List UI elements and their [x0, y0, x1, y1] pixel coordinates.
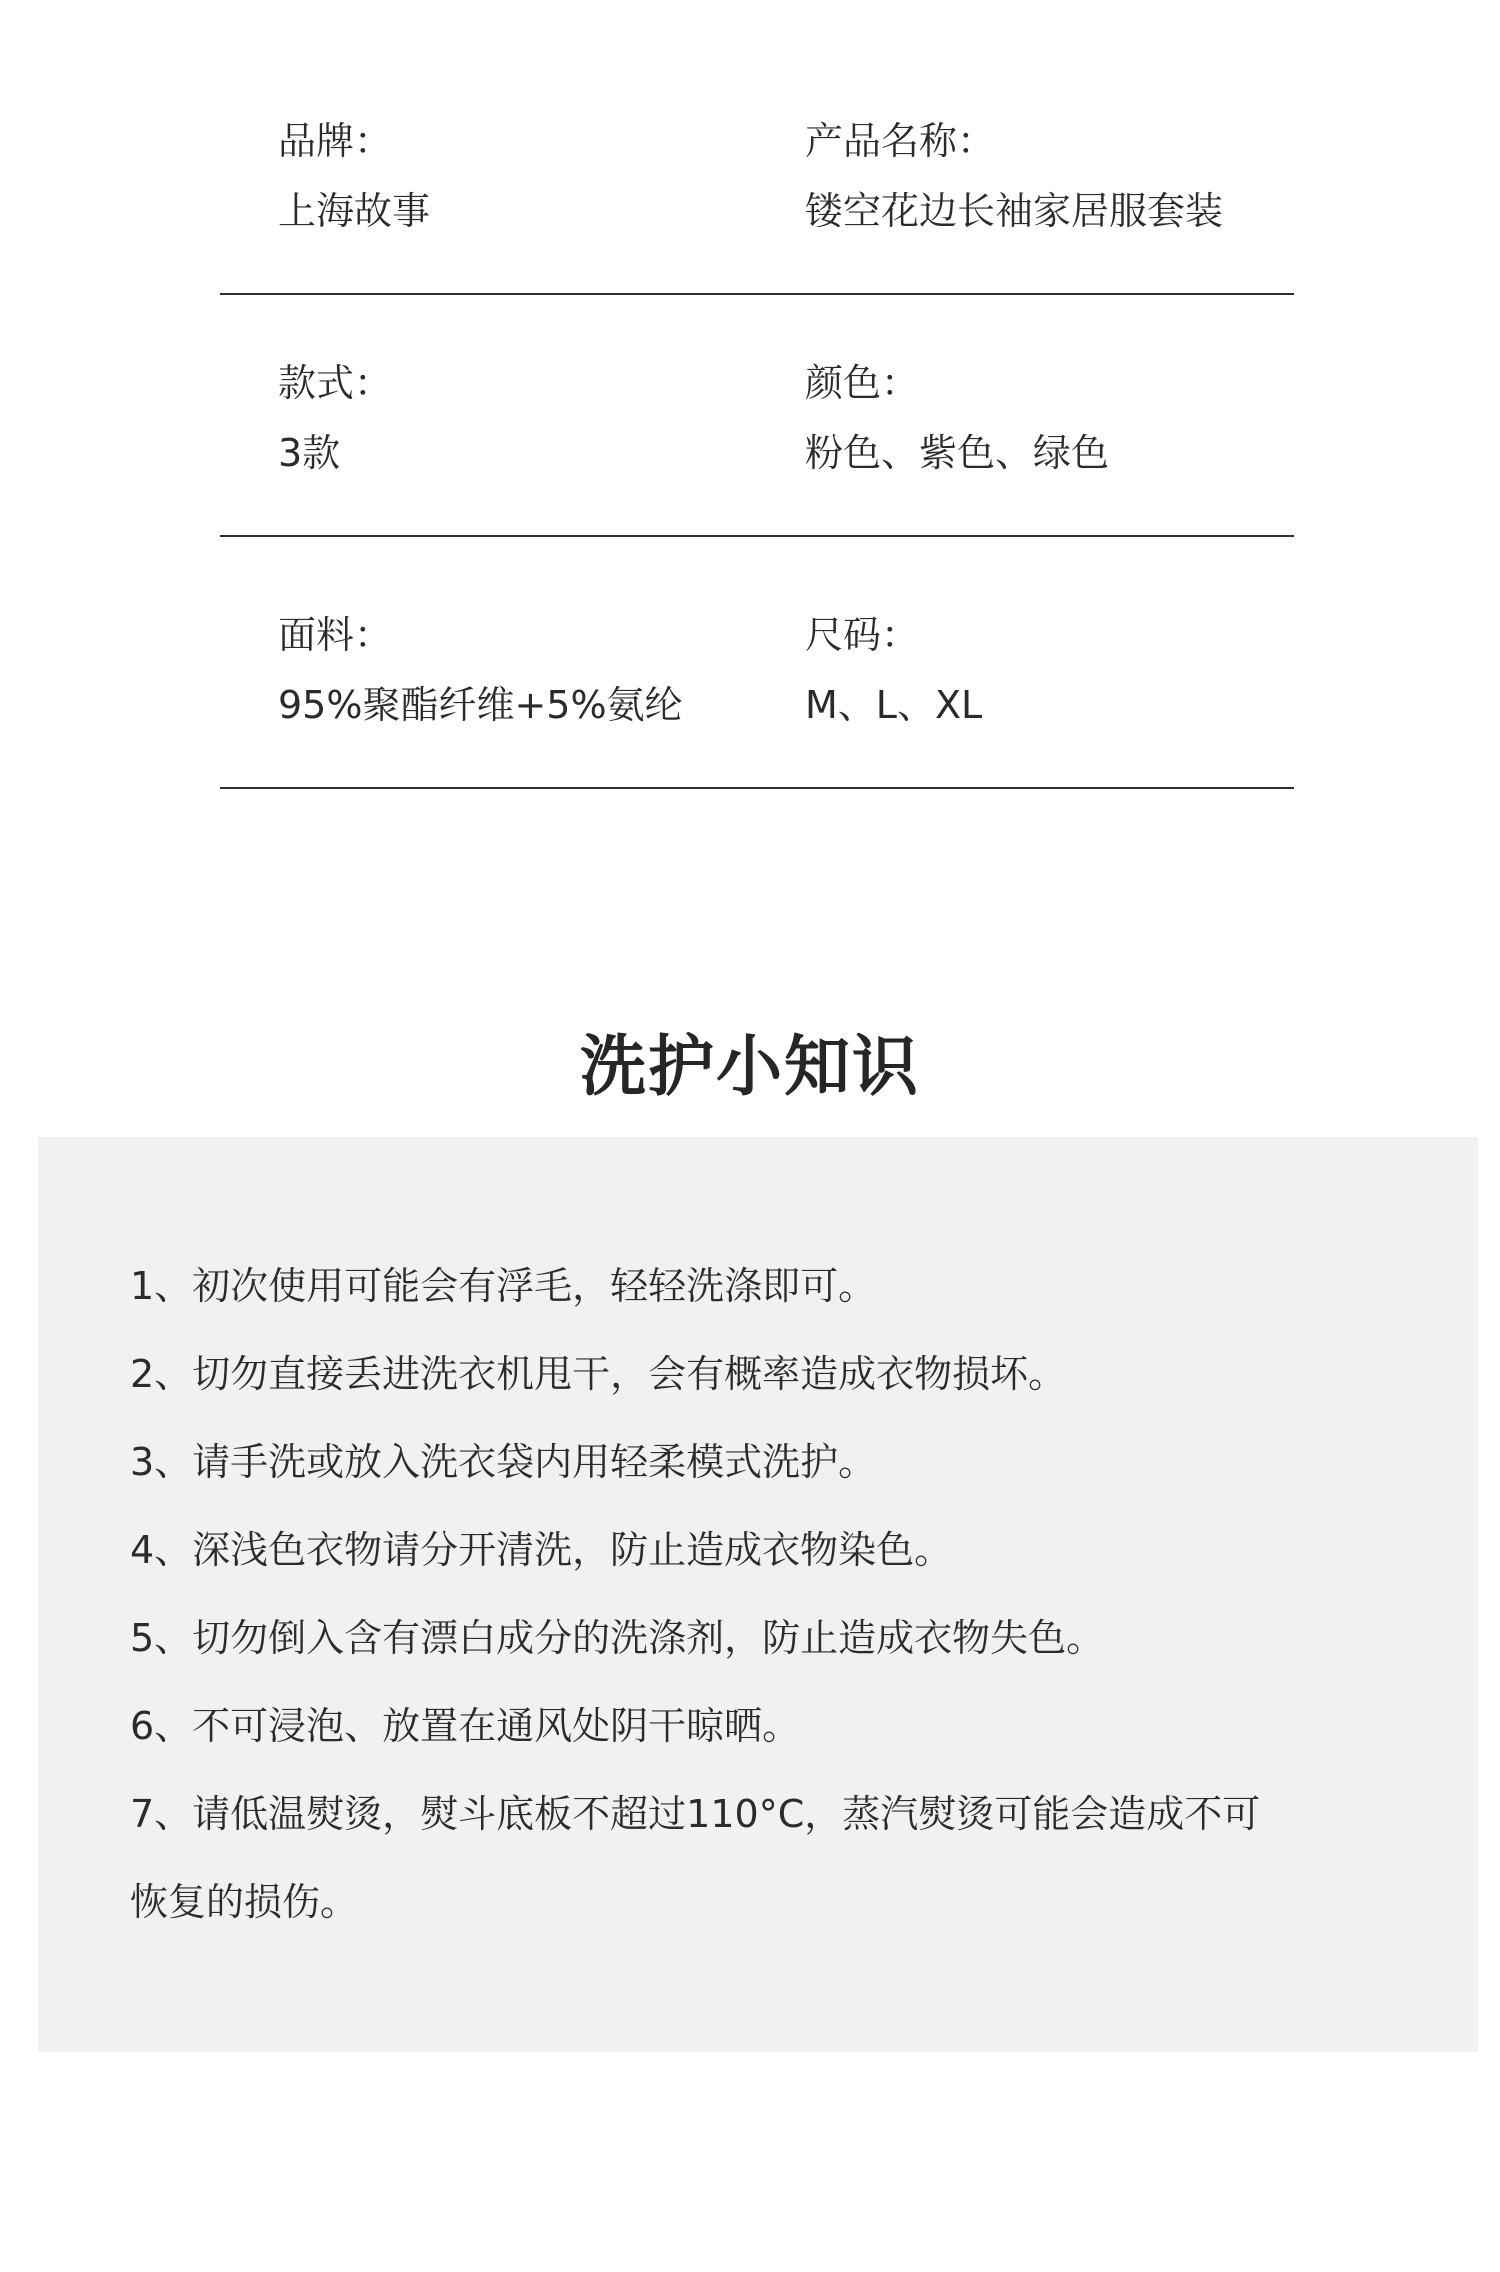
spec-color [805, 360, 1109, 476]
spec-brand-value: 上海故事 [278, 189, 431, 233]
spec-style-value: 3款 [278, 431, 341, 475]
care-tips-panel [38, 1137, 1478, 2052]
spec-fabric-label: 面料： [278, 613, 393, 657]
care-tip-item: 3、请手洗或放入洗衣袋内用轻柔模式洗护。 [130, 1440, 877, 1484]
spec-style [278, 360, 392, 476]
spec-color-value: 粉色、紫色、绿色 [805, 431, 1110, 475]
spec-size-label: 尺码： [805, 613, 920, 657]
care-tip-item: 6、不可浸泡、放置在通风处阴干晾晒。 [130, 1704, 801, 1748]
spec-brand [278, 118, 430, 234]
care-tips-title: 洗护小知识 [580, 1027, 920, 1105]
spec-size [805, 612, 982, 728]
care-tip-item: 4、深浅色衣物请分开清洗，防止造成衣物染色。 [130, 1528, 953, 1572]
spec-product-name-label: 产品名称： [805, 119, 996, 163]
spec-product-name-value: 镂空花边长袖家居服套装 [805, 189, 1224, 233]
spec-product-name [805, 118, 1223, 234]
care-tip-item: 2、切勿直接丢进洗衣机甩干，会有概率造成衣物损坏。 [130, 1352, 1067, 1396]
spec-row-fabric-size [220, 612, 1294, 789]
care-tip-item: 7、请低温熨烫，熨斗底板不超过110°C，蒸汽熨烫可能会造成不可恢复的损伤。 [130, 1792, 1261, 1924]
spec-fabric [278, 612, 683, 728]
spec-row-style-color [220, 360, 1294, 537]
spec-color-label: 颜色： [805, 361, 920, 405]
spec-style-label: 款式： [278, 361, 393, 405]
spec-size-value: M、L、XL [805, 683, 983, 727]
spec-row-brand-name [220, 118, 1294, 295]
care-tips-list [130, 1242, 1270, 1946]
spec-fabric-value: 95%聚酯纤维+5%氨纶 [278, 683, 683, 727]
care-tip-item: 5、切勿倒入含有漂白成分的洗涤剂，防止造成衣物失色。 [130, 1616, 1105, 1660]
spec-brand-label: 品牌： [278, 119, 393, 163]
care-tip-item: 1、初次使用可能会有浮毛，轻轻洗涤即可。 [130, 1264, 877, 1308]
